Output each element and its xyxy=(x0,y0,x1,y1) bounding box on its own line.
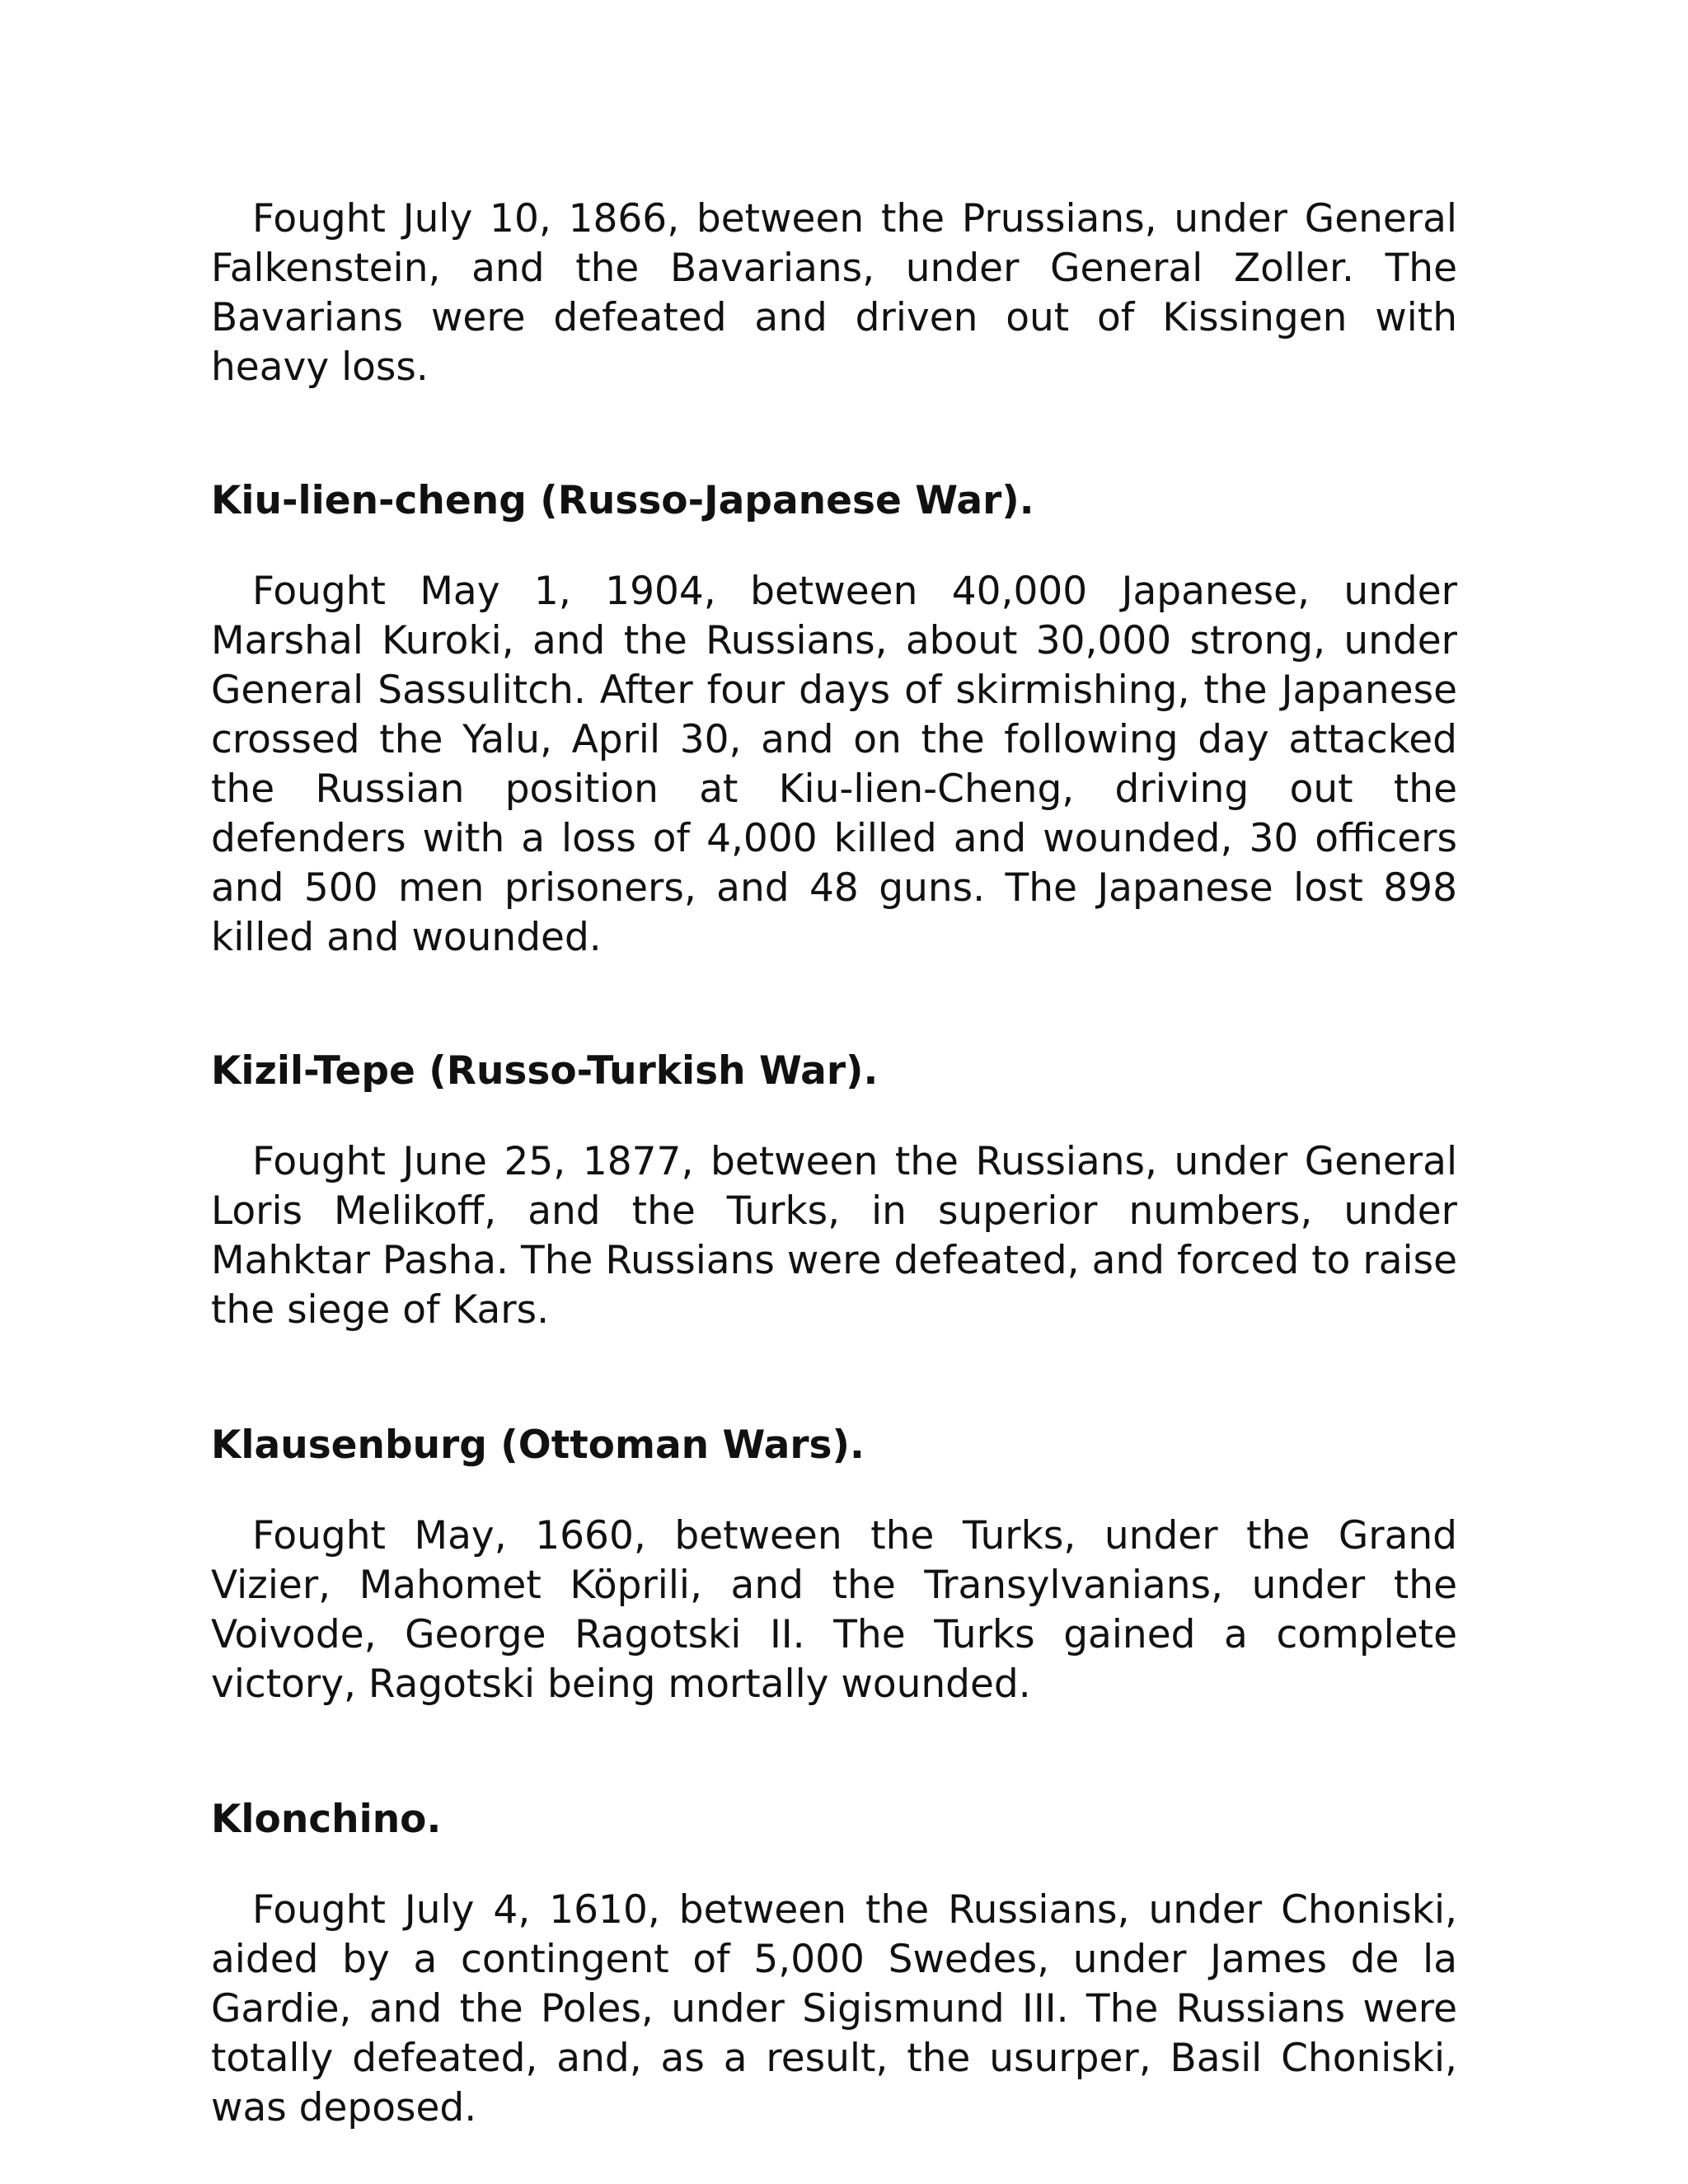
entry-heading-kiu-lien-cheng: Kiu-lien-cheng (Russo-Japanese War). xyxy=(211,478,1034,523)
entry-heading-klausenburg: Klausenburg (Ottoman Wars). xyxy=(211,1422,865,1468)
entry-paragraph-klonchino: Fought July 4, 1610, between the Russians, under Choniski, aided by a contingent of 5,000 Swedes, under James de la Gardie, and the Poles, under Sigismund III. The Russians were totally defeated, and, as a result, the usurper, Basil Choniski, was deposed. xyxy=(211,1887,1457,2130)
entry-heading-klonchino: Klonchino. xyxy=(211,1797,442,1842)
entry-heading-kizil-tepe: Kizil-Tepe (Russo-Turkish War). xyxy=(211,1048,879,1094)
entry-paragraph-kizil-tepe: Fought June 25, 1877, between the Russians, under General Loris Melikoff, and the Turks, in superior numbers, under Mahktar Pasha. The Russians were defeated, and forced to raise the siege of Kars. xyxy=(211,1139,1457,1333)
document-page xyxy=(211,194,1457,2133)
entry-paragraph-kissingen: Fought July 10, 1866, between the Prussians, under General Falkenstein, and the Bavarians, under General Zoller. The Bavarians were defeated and driven out of Kissingen with heavy loss. xyxy=(211,196,1457,390)
entry-paragraph-kiu-lien-cheng: Fought May 1, 1904, between 40,000 Japanese, under Marshal Kuroki, and the Russians, about 30,000 strong, under General Sassulitch. After four days of skirmishing, the Japanese crossed the Yalu, April 30, and on the following day attacked the Russian position at Kiu-lien-Cheng, driving out the defenders with a loss of 4,000 killed and wounded, 30 officers and 500 men prisoners, and 48 guns. The Japanese lost 898 killed and wounded. xyxy=(211,569,1457,960)
entry-paragraph-klausenburg: Fought May, 1660, between the Turks, under the Grand Vizier, Mahomet Köprili, and the Transylvanians, under the Voivode, George Ragotski II. The Turks gained a complete victory, Ragotski being mortally wounded. xyxy=(211,1513,1457,1707)
